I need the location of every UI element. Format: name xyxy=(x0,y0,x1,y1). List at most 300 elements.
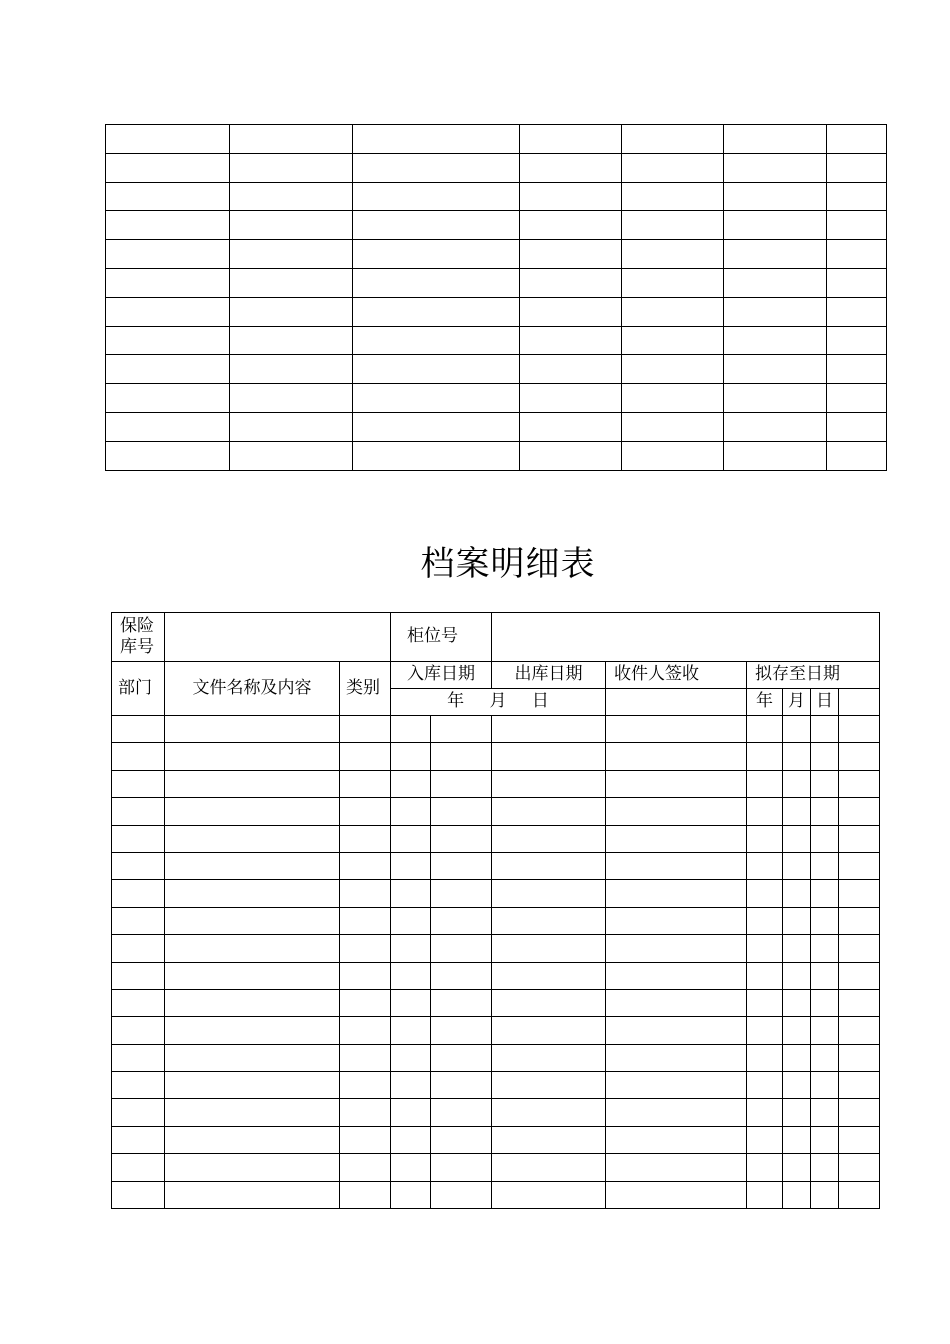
blank-cell[interactable] xyxy=(353,153,520,182)
table-cell[interactable] xyxy=(492,1154,606,1181)
table-cell[interactable] xyxy=(811,962,839,989)
table-cell[interactable] xyxy=(431,798,492,825)
table-cell[interactable] xyxy=(747,1126,783,1153)
table-cell[interactable] xyxy=(606,1072,747,1099)
table-cell[interactable] xyxy=(839,1154,880,1181)
table-cell[interactable] xyxy=(165,935,340,962)
table-cell[interactable] xyxy=(340,716,391,743)
blank-cell[interactable] xyxy=(353,355,520,384)
table-cell[interactable] xyxy=(165,1181,340,1208)
table-cell[interactable] xyxy=(391,1099,431,1126)
table-cell[interactable] xyxy=(340,1181,391,1208)
table-cell[interactable] xyxy=(112,825,165,852)
retain-extra-cell xyxy=(839,689,880,716)
blank-row xyxy=(106,268,887,297)
table-cell[interactable] xyxy=(431,743,492,770)
col-in-date: 入库日期 xyxy=(391,662,492,689)
table-cell[interactable] xyxy=(391,798,431,825)
blank-cell[interactable] xyxy=(520,326,622,355)
blank-cell[interactable] xyxy=(724,240,827,269)
table-cell[interactable] xyxy=(391,743,431,770)
table-cell[interactable] xyxy=(811,1017,839,1044)
table-cell[interactable] xyxy=(783,852,811,879)
table-cell[interactable] xyxy=(839,743,880,770)
table-cell[interactable] xyxy=(783,989,811,1016)
blank-cell[interactable] xyxy=(724,384,827,413)
table-cell[interactable] xyxy=(492,1181,606,1208)
blank-cell[interactable] xyxy=(106,412,230,441)
blank-cell[interactable] xyxy=(622,441,724,470)
blank-cell[interactable] xyxy=(353,412,520,441)
blank-cell[interactable] xyxy=(520,182,622,211)
blank-cell[interactable] xyxy=(353,297,520,326)
blank-cell[interactable] xyxy=(520,297,622,326)
table-cell[interactable] xyxy=(165,1154,340,1181)
table-cell[interactable] xyxy=(340,907,391,934)
blank-cell[interactable] xyxy=(724,326,827,355)
table-cell[interactable] xyxy=(606,743,747,770)
blank-cell[interactable] xyxy=(520,412,622,441)
blank-cell[interactable] xyxy=(230,240,353,269)
table-cell[interactable] xyxy=(492,852,606,879)
blank-cell[interactable] xyxy=(230,441,353,470)
table-cell[interactable] xyxy=(839,989,880,1016)
blank-cell[interactable] xyxy=(827,125,887,154)
table-cell[interactable] xyxy=(811,989,839,1016)
cabinet-label xyxy=(391,613,492,662)
blank-cell[interactable] xyxy=(353,441,520,470)
receiver-sub-cell xyxy=(606,689,747,716)
blank-cell[interactable] xyxy=(622,268,724,297)
table-cell[interactable] xyxy=(747,989,783,1016)
table-cell[interactable] xyxy=(391,907,431,934)
table-cell[interactable] xyxy=(340,1099,391,1126)
blank-cell[interactable] xyxy=(230,182,353,211)
table-cell[interactable] xyxy=(492,1017,606,1044)
table-cell[interactable] xyxy=(606,1044,747,1071)
table-cell[interactable] xyxy=(165,716,340,743)
table-cell[interactable] xyxy=(747,743,783,770)
table-cell[interactable] xyxy=(165,989,340,1016)
day-label: 日 xyxy=(531,691,549,712)
table-cell[interactable] xyxy=(391,1181,431,1208)
table-cell[interactable] xyxy=(431,1017,492,1044)
table-cell[interactable] xyxy=(811,825,839,852)
table-cell[interactable] xyxy=(783,825,811,852)
table-cell[interactable] xyxy=(811,770,839,797)
blank-cell[interactable] xyxy=(230,153,353,182)
table-cell[interactable] xyxy=(391,716,431,743)
blank-cell[interactable] xyxy=(106,441,230,470)
table-cell[interactable] xyxy=(811,743,839,770)
table-cell[interactable] xyxy=(747,1181,783,1208)
blank-cell[interactable] xyxy=(520,441,622,470)
table-cell[interactable] xyxy=(839,1126,880,1153)
table-cell[interactable] xyxy=(839,798,880,825)
table-cell[interactable] xyxy=(340,880,391,907)
blank-cell[interactable] xyxy=(353,326,520,355)
table-cell[interactable] xyxy=(112,962,165,989)
blank-cell[interactable] xyxy=(724,355,827,384)
blank-cell[interactable] xyxy=(230,211,353,240)
blank-cell[interactable] xyxy=(724,211,827,240)
table-row xyxy=(112,1044,880,1071)
table-cell[interactable] xyxy=(606,1154,747,1181)
table-cell[interactable] xyxy=(165,907,340,934)
table-row xyxy=(112,743,880,770)
table-cell[interactable] xyxy=(165,962,340,989)
blank-cell[interactable] xyxy=(622,326,724,355)
table-cell[interactable] xyxy=(839,1099,880,1126)
table-cell[interactable] xyxy=(839,1017,880,1044)
table-cell[interactable] xyxy=(606,989,747,1016)
blank-cell[interactable] xyxy=(520,268,622,297)
table-cell[interactable] xyxy=(112,907,165,934)
table-cell[interactable] xyxy=(165,1072,340,1099)
blank-cell[interactable] xyxy=(230,268,353,297)
table-cell[interactable] xyxy=(431,1072,492,1099)
blank-cell[interactable] xyxy=(622,412,724,441)
table-cell[interactable] xyxy=(606,716,747,743)
table-cell[interactable] xyxy=(431,907,492,934)
table-cell[interactable] xyxy=(431,1099,492,1126)
table-cell[interactable] xyxy=(492,716,606,743)
table-cell[interactable] xyxy=(747,716,783,743)
table-cell[interactable] xyxy=(112,1072,165,1099)
table-cell[interactable] xyxy=(340,989,391,1016)
table-cell[interactable] xyxy=(391,770,431,797)
table-cell[interactable] xyxy=(340,962,391,989)
table-cell[interactable] xyxy=(492,880,606,907)
table-cell[interactable] xyxy=(606,1126,747,1153)
blank-cell[interactable] xyxy=(827,297,887,326)
table-cell[interactable] xyxy=(747,825,783,852)
table-cell[interactable] xyxy=(606,962,747,989)
table-cell[interactable] xyxy=(165,798,340,825)
table-cell[interactable] xyxy=(747,852,783,879)
table-cell[interactable] xyxy=(112,1017,165,1044)
blank-cell[interactable] xyxy=(827,326,887,355)
table-cell[interactable] xyxy=(391,1017,431,1044)
table-cell[interactable] xyxy=(431,1044,492,1071)
table-cell[interactable] xyxy=(431,770,492,797)
table-cell[interactable] xyxy=(165,1044,340,1071)
table-cell[interactable] xyxy=(839,770,880,797)
table-cell[interactable] xyxy=(112,1154,165,1181)
table-cell[interactable] xyxy=(811,1044,839,1071)
blank-cell[interactable] xyxy=(520,355,622,384)
table-cell[interactable] xyxy=(747,1154,783,1181)
table-cell[interactable] xyxy=(431,1126,492,1153)
table-cell[interactable] xyxy=(112,935,165,962)
table-cell[interactable] xyxy=(112,989,165,1016)
blank-cell[interactable] xyxy=(724,412,827,441)
table-cell[interactable] xyxy=(747,962,783,989)
table-cell[interactable] xyxy=(112,852,165,879)
blank-cell[interactable] xyxy=(622,240,724,269)
table-cell[interactable] xyxy=(492,798,606,825)
table-cell[interactable] xyxy=(783,1154,811,1181)
table-cell[interactable] xyxy=(811,1072,839,1099)
table-cell[interactable] xyxy=(112,1181,165,1208)
table-cell[interactable] xyxy=(747,880,783,907)
table-cell[interactable] xyxy=(340,935,391,962)
blank-cell[interactable] xyxy=(622,211,724,240)
table-cell[interactable] xyxy=(783,1099,811,1126)
table-cell[interactable] xyxy=(340,770,391,797)
blank-cell[interactable] xyxy=(106,182,230,211)
table-cell[interactable] xyxy=(165,1017,340,1044)
table-cell[interactable] xyxy=(811,1181,839,1208)
table-cell[interactable] xyxy=(112,1099,165,1126)
table-cell[interactable] xyxy=(165,1126,340,1153)
blank-cell[interactable] xyxy=(230,355,353,384)
table-cell[interactable] xyxy=(747,798,783,825)
table-cell[interactable] xyxy=(783,1017,811,1044)
table-cell[interactable] xyxy=(340,852,391,879)
table-cell[interactable] xyxy=(391,962,431,989)
table-cell[interactable] xyxy=(492,825,606,852)
table-cell[interactable] xyxy=(492,1099,606,1126)
table-cell[interactable] xyxy=(606,880,747,907)
table-cell[interactable] xyxy=(783,716,811,743)
table-cell[interactable] xyxy=(391,1154,431,1181)
table-cell[interactable] xyxy=(839,825,880,852)
table-cell[interactable] xyxy=(606,1099,747,1126)
table-cell[interactable] xyxy=(112,1044,165,1071)
table-cell[interactable] xyxy=(112,1126,165,1153)
table-cell[interactable] xyxy=(811,880,839,907)
blank-cell[interactable] xyxy=(827,412,887,441)
blank-cell[interactable] xyxy=(106,355,230,384)
blank-cell[interactable] xyxy=(827,441,887,470)
table-cell[interactable] xyxy=(431,935,492,962)
blank-cell[interactable] xyxy=(230,412,353,441)
table-cell[interactable] xyxy=(811,798,839,825)
blank-cell[interactable] xyxy=(724,182,827,211)
blank-cell[interactable] xyxy=(827,384,887,413)
table-cell[interactable] xyxy=(811,852,839,879)
table-cell[interactable] xyxy=(340,825,391,852)
table-cell[interactable] xyxy=(431,1154,492,1181)
table-cell[interactable] xyxy=(747,770,783,797)
blank-cell[interactable] xyxy=(622,355,724,384)
blank-cell[interactable] xyxy=(520,125,622,154)
vault-value-cell[interactable] xyxy=(165,613,391,662)
table-cell[interactable] xyxy=(811,1099,839,1126)
table-cell[interactable] xyxy=(340,743,391,770)
table-cell[interactable] xyxy=(606,798,747,825)
table-cell[interactable] xyxy=(391,1126,431,1153)
table-cell[interactable] xyxy=(492,907,606,934)
blank-cell[interactable] xyxy=(106,297,230,326)
table-cell[interactable] xyxy=(431,716,492,743)
blank-cell[interactable] xyxy=(353,211,520,240)
table-row xyxy=(112,1072,880,1099)
blank-cell[interactable] xyxy=(520,211,622,240)
blank-cell[interactable] xyxy=(106,240,230,269)
table-cell[interactable] xyxy=(112,798,165,825)
blank-cell[interactable] xyxy=(230,297,353,326)
blank-cell[interactable] xyxy=(230,125,353,154)
table-cell[interactable] xyxy=(431,1181,492,1208)
blank-cell[interactable] xyxy=(520,384,622,413)
table-cell[interactable] xyxy=(165,743,340,770)
table-cell[interactable] xyxy=(165,852,340,879)
table-cell[interactable] xyxy=(747,1072,783,1099)
table-cell[interactable] xyxy=(747,907,783,934)
table-cell[interactable] xyxy=(165,825,340,852)
blank-cell[interactable] xyxy=(827,240,887,269)
table-cell[interactable] xyxy=(839,935,880,962)
blank-cell[interactable] xyxy=(724,297,827,326)
blank-cell[interactable] xyxy=(353,182,520,211)
table-cell[interactable] xyxy=(747,1099,783,1126)
table-cell[interactable] xyxy=(811,1126,839,1153)
table-cell[interactable] xyxy=(340,1154,391,1181)
table-cell[interactable] xyxy=(340,1072,391,1099)
table-cell[interactable] xyxy=(492,1126,606,1153)
table-cell[interactable] xyxy=(606,1017,747,1044)
column-header-row-1 xyxy=(112,662,880,689)
blank-cell[interactable] xyxy=(622,153,724,182)
blank-cell[interactable] xyxy=(106,268,230,297)
table-cell[interactable] xyxy=(606,907,747,934)
blank-cell[interactable] xyxy=(622,125,724,154)
col-out-date: 出库日期 xyxy=(492,662,606,689)
table-cell[interactable] xyxy=(606,770,747,797)
table-cell[interactable] xyxy=(783,1072,811,1099)
table-cell[interactable] xyxy=(431,989,492,1016)
blank-cell[interactable] xyxy=(827,153,887,182)
table-cell[interactable] xyxy=(112,770,165,797)
table-cell[interactable] xyxy=(492,935,606,962)
table-cell[interactable] xyxy=(340,798,391,825)
table-cell[interactable] xyxy=(783,935,811,962)
blank-row xyxy=(106,297,887,326)
cabinet-value-cell[interactable] xyxy=(492,613,880,662)
blank-cell[interactable] xyxy=(724,153,827,182)
table-cell[interactable] xyxy=(606,935,747,962)
table-cell[interactable] xyxy=(165,1099,340,1126)
table-cell[interactable] xyxy=(747,935,783,962)
table-cell[interactable] xyxy=(606,852,747,879)
table-cell[interactable] xyxy=(783,907,811,934)
blank-cell[interactable] xyxy=(724,441,827,470)
table-cell[interactable] xyxy=(811,935,839,962)
table-cell[interactable] xyxy=(839,962,880,989)
table-cell[interactable] xyxy=(431,880,492,907)
blank-cell[interactable] xyxy=(827,355,887,384)
table-cell[interactable] xyxy=(783,1044,811,1071)
table-cell[interactable] xyxy=(783,962,811,989)
table-cell[interactable] xyxy=(340,1044,391,1071)
blank-cell[interactable] xyxy=(724,125,827,154)
table-cell[interactable] xyxy=(391,935,431,962)
table-cell[interactable] xyxy=(492,1072,606,1099)
table-cell[interactable] xyxy=(391,825,431,852)
table-cell[interactable] xyxy=(839,716,880,743)
table-cell[interactable] xyxy=(492,962,606,989)
table-row xyxy=(112,716,880,743)
blank-cell[interactable] xyxy=(353,240,520,269)
table-cell[interactable] xyxy=(783,770,811,797)
table-cell[interactable] xyxy=(783,1181,811,1208)
table-cell[interactable] xyxy=(112,716,165,743)
blank-cell[interactable] xyxy=(622,182,724,211)
table-cell[interactable] xyxy=(783,743,811,770)
table-cell[interactable] xyxy=(340,1017,391,1044)
table-cell[interactable] xyxy=(606,1181,747,1208)
table-cell[interactable] xyxy=(391,852,431,879)
table-cell[interactable] xyxy=(431,962,492,989)
table-cell[interactable] xyxy=(783,880,811,907)
table-cell[interactable] xyxy=(492,770,606,797)
table-cell[interactable] xyxy=(783,798,811,825)
blank-cell[interactable] xyxy=(520,153,622,182)
blank-cell[interactable] xyxy=(353,384,520,413)
table-cell[interactable] xyxy=(839,1181,880,1208)
table-cell[interactable] xyxy=(811,1154,839,1181)
blank-cell[interactable] xyxy=(106,326,230,355)
table-row xyxy=(112,852,880,879)
table-cell[interactable] xyxy=(839,852,880,879)
blank-cell[interactable] xyxy=(353,268,520,297)
table-cell[interactable] xyxy=(112,880,165,907)
table-cell[interactable] xyxy=(391,1044,431,1071)
blank-cell[interactable] xyxy=(353,125,520,154)
table-cell[interactable] xyxy=(839,1044,880,1071)
table-cell[interactable] xyxy=(839,1072,880,1099)
table-cell[interactable] xyxy=(492,743,606,770)
blank-cell[interactable] xyxy=(827,268,887,297)
blank-cell[interactable] xyxy=(106,125,230,154)
blank-cell[interactable] xyxy=(230,326,353,355)
table-cell[interactable] xyxy=(811,716,839,743)
table-cell[interactable] xyxy=(165,880,340,907)
table-cell[interactable] xyxy=(811,907,839,934)
table-cell[interactable] xyxy=(783,1126,811,1153)
table-cell[interactable] xyxy=(165,770,340,797)
blank-cell[interactable] xyxy=(827,211,887,240)
blank-cell[interactable] xyxy=(622,297,724,326)
table-cell[interactable] xyxy=(747,1044,783,1071)
table-cell[interactable] xyxy=(492,989,606,1016)
table-cell[interactable] xyxy=(391,1072,431,1099)
blank-cell[interactable] xyxy=(724,268,827,297)
table-cell[interactable] xyxy=(839,880,880,907)
blank-cell[interactable] xyxy=(520,240,622,269)
table-cell[interactable] xyxy=(340,1126,391,1153)
table-cell[interactable] xyxy=(431,825,492,852)
blank-cell[interactable] xyxy=(230,384,353,413)
blank-cell[interactable] xyxy=(827,182,887,211)
blank-row xyxy=(106,125,887,154)
blank-row xyxy=(106,384,887,413)
table-cell[interactable] xyxy=(391,880,431,907)
table-cell[interactable] xyxy=(391,989,431,1016)
blank-cell[interactable] xyxy=(622,384,724,413)
table-cell[interactable] xyxy=(747,1017,783,1044)
table-cell[interactable] xyxy=(431,852,492,879)
blank-cell[interactable] xyxy=(106,211,230,240)
table-cell[interactable] xyxy=(492,1044,606,1071)
blank-cell[interactable] xyxy=(106,153,230,182)
table-cell[interactable] xyxy=(839,907,880,934)
blank-cell[interactable] xyxy=(106,384,230,413)
table-cell[interactable] xyxy=(112,743,165,770)
table-cell[interactable] xyxy=(606,825,747,852)
